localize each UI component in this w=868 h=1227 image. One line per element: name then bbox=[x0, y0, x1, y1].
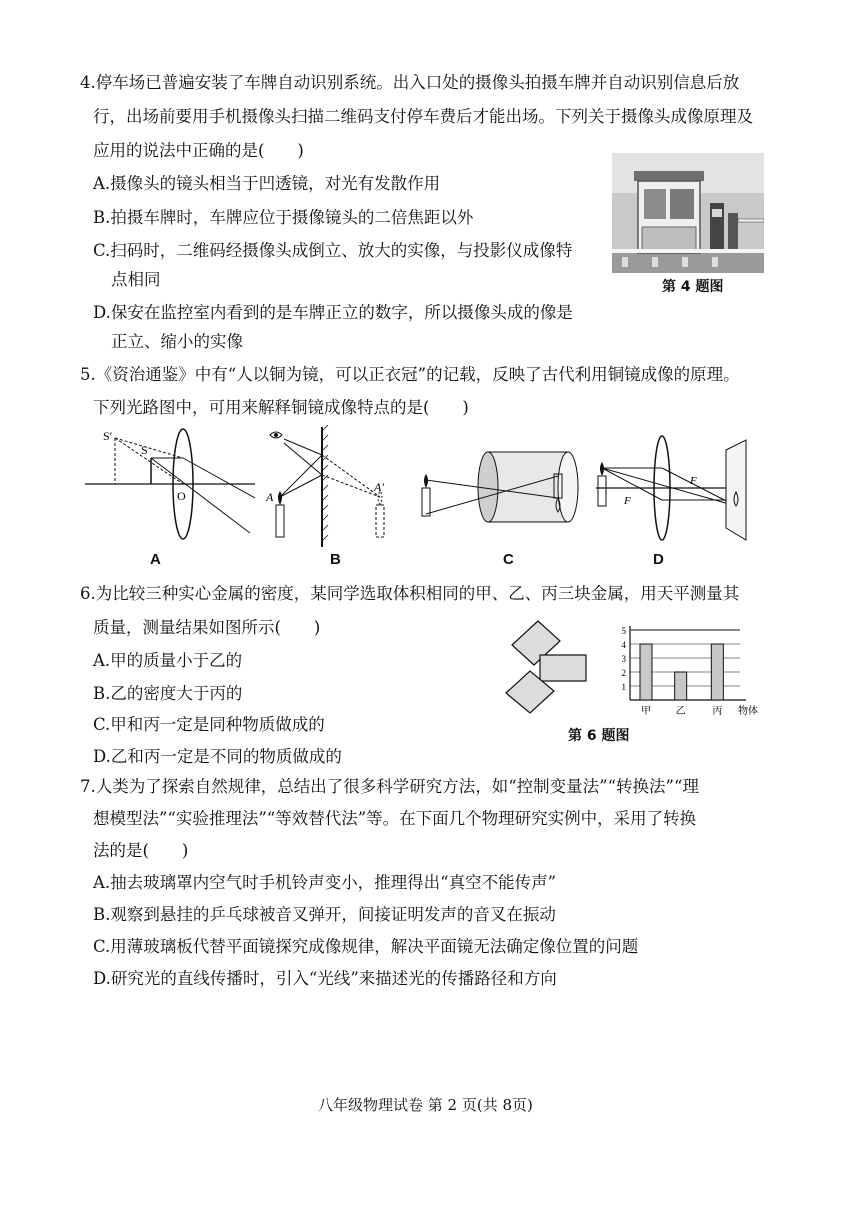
q6-chart-bar bbox=[675, 672, 687, 700]
q5-diagram-label-c: C bbox=[503, 551, 514, 568]
q5-diagram-label-a: A bbox=[150, 551, 161, 568]
q7-option-c: C.用薄玻璃板代替平面镜探究成像规律，解决平面镜无法确定像位置的问题 bbox=[93, 937, 639, 956]
q4-option-a: A.摄像头的镜头相当于凹透镜，对光有发散作用 bbox=[93, 174, 441, 193]
q4-stem-line-3: 应用的说法中正确的是( ) bbox=[93, 141, 304, 160]
q7-option-d: D.研究光的直线传播时，引入“光线”来描述光的传播路径和方向 bbox=[93, 969, 557, 988]
q6-chart-ytick-label: 4 bbox=[621, 640, 626, 650]
q6-option-b: B.乙的密度大于丙的 bbox=[93, 684, 243, 703]
q7-stem-line-2: 想模型法”“实验推理法”“等效替代法”等。在下面几个物理研究实例中，采用了转换 bbox=[93, 809, 697, 828]
q6-chart-x-axis-title: 物体 bbox=[738, 706, 758, 717]
page-footer: 八年级物理试卷 第 2 页(共 8页) bbox=[318, 1096, 533, 1114]
q5-a-label-o: O bbox=[177, 489, 186, 503]
q5-diagram-a bbox=[85, 428, 260, 546]
q6-chart-category-label: 甲 bbox=[641, 706, 651, 717]
q6-chart-ytick-label: 2 bbox=[621, 668, 626, 678]
q7-stem-line-3: 法的是( ) bbox=[93, 841, 189, 860]
q7-option-b: B.观察到悬挂的乒乓球被音叉弹开，间接证明发声的音叉在振动 bbox=[93, 905, 556, 924]
q5-b-label-a-prime: A′ bbox=[374, 480, 384, 494]
q4-option-c-line-2: 点相同 bbox=[111, 270, 161, 289]
q6-mass-bar-chart bbox=[608, 622, 758, 722]
q4-option-d-line-1: D.保安在监控室内看到的是车牌正立的数字，所以摄像头成的像是 bbox=[93, 303, 573, 322]
q5-stem-line-2: 下列光路图中，可用来解释铜镜成像特点的是( ) bbox=[93, 398, 469, 417]
q5-diagram-label-b: B bbox=[330, 551, 341, 568]
q5-d-label-f-left: F bbox=[624, 495, 631, 507]
q4-stem-line-1: 4.停车场已普遍安装了车牌自动识别系统。出入口处的摄像头拍摄车牌并自动识别信息后放 bbox=[80, 73, 740, 92]
q6-chart-ytick-label: 3 bbox=[621, 654, 626, 664]
q5-diagram-label-d: D bbox=[653, 551, 664, 568]
q7-option-a: A.抽去玻璃罩内空气时手机铃声变小，推理得出“真空不能传声” bbox=[93, 873, 557, 892]
q5-a-label-s: S bbox=[141, 443, 148, 457]
q5-diagram-c bbox=[418, 440, 583, 535]
q6-chart-category-label: 丙 bbox=[712, 706, 723, 717]
q4-photo-toll-booth bbox=[612, 153, 764, 273]
q4-option-b: B.拍摄车牌时，车牌应位于摄像镜头的二倍焦距以外 bbox=[93, 208, 474, 227]
q5-diagram-d bbox=[596, 428, 761, 543]
q6-chart-ytick-label: 1 bbox=[621, 682, 626, 692]
q6-option-a: A.甲的质量小于乙的 bbox=[93, 651, 243, 670]
q6-stem-line-2: 质量，测量结果如图所示( ) bbox=[93, 618, 321, 637]
q5-diagram-b bbox=[262, 425, 397, 550]
q6-figure-caption: 第 6 题图 bbox=[568, 728, 630, 744]
q6-chart-bar bbox=[711, 644, 723, 700]
q6-metal-blocks bbox=[500, 615, 595, 715]
q6-option-d: D.乙和丙一定是不同的物质做成的 bbox=[93, 747, 342, 766]
q6-chart-category-label: 乙 bbox=[675, 706, 686, 717]
q5-stem-line-1: 5.《资治通鉴》中有“人以铜为镜，可以正衣冠”的记载，反映了古代利用铜镜成像的原理。 bbox=[80, 365, 740, 384]
q6-chart-ytick-label: 5 bbox=[621, 626, 626, 636]
q6-stem-line-1: 6.为比较三种实心金属的密度，某同学选取体积相同的甲、乙、丙三块金属，用天平测量其 bbox=[80, 584, 740, 603]
q4-option-c-line-1: C.扫码时，二维码经摄像头成倒立、放大的实像，与投影仪成像特 bbox=[93, 241, 573, 260]
q5-b-label-a: A bbox=[266, 490, 274, 504]
q7-stem-line-1: 7.人类为了探索自然规律，总结出了很多科学研究方法，如“控制变量法”“转换法”“理 bbox=[80, 777, 699, 796]
q6-chart-bar bbox=[640, 644, 652, 700]
q4-stem-line-2: 行，出场前要用手机摄像头扫描二维码支付停车费后才能出场。下列关于摄像头成像原理及 bbox=[93, 107, 753, 126]
q5-d-label-f-right: F bbox=[690, 475, 697, 487]
q4-option-d-line-2: 正立、缩小的实像 bbox=[111, 332, 243, 351]
q4-figure-caption: 第 4 题图 bbox=[662, 279, 724, 295]
q5-a-label-s-prime: S′ bbox=[103, 429, 113, 443]
q6-option-c: C.甲和丙一定是同种物质做成的 bbox=[93, 715, 325, 734]
